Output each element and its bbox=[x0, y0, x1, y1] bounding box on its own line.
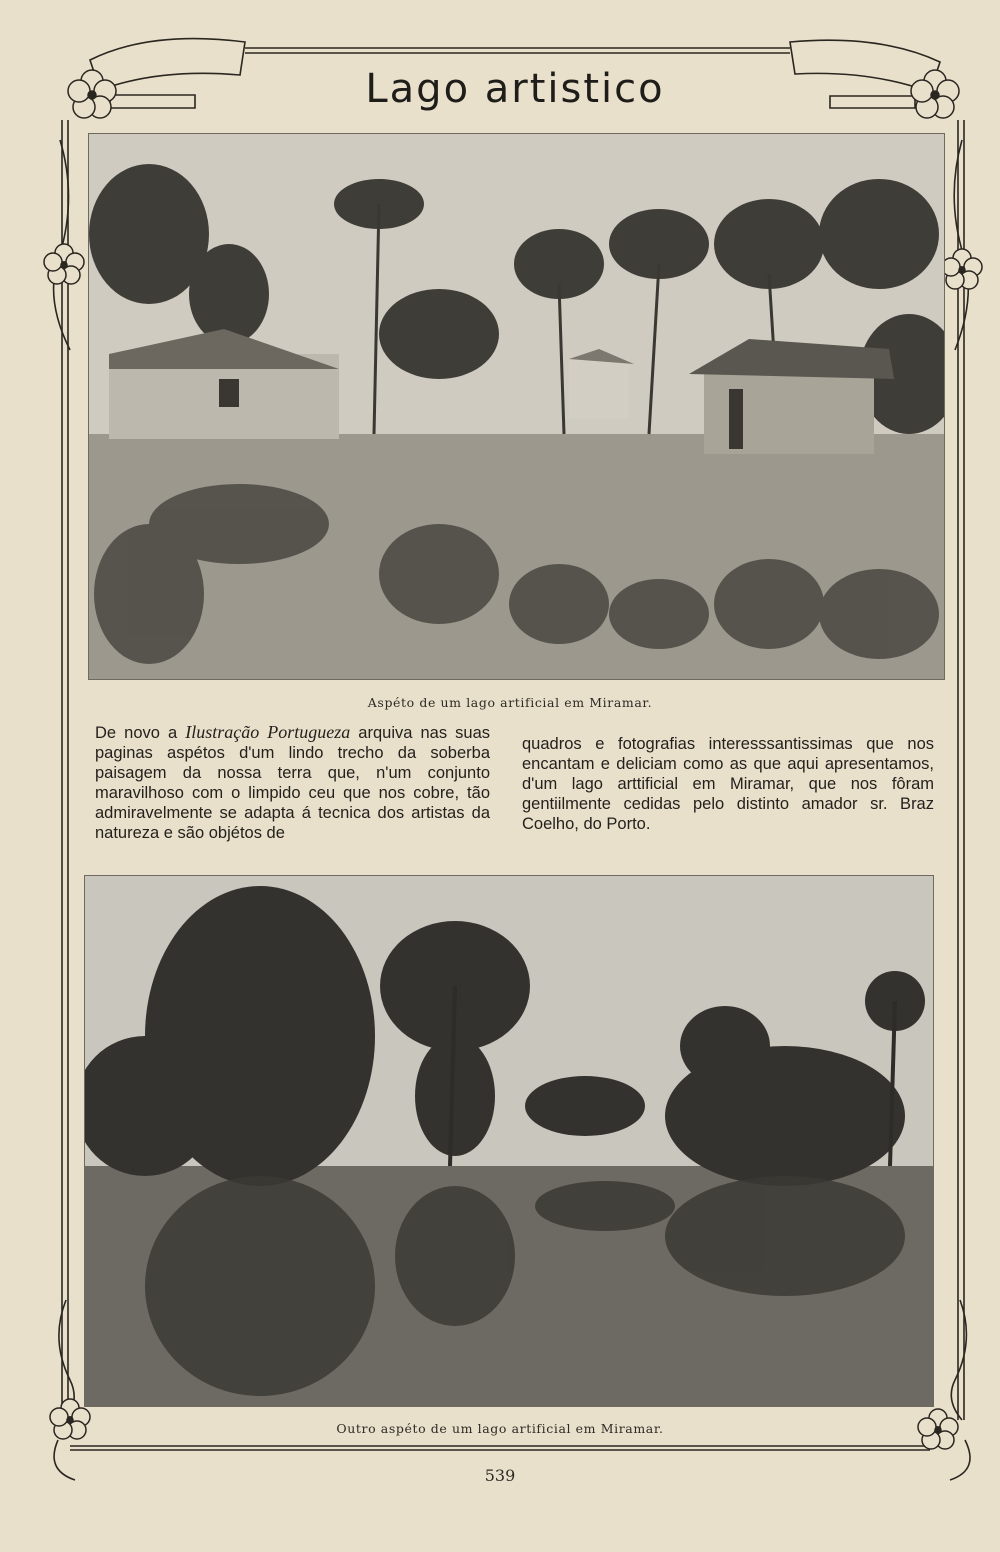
page-title: Lago artistico bbox=[365, 66, 665, 112]
lake-photo-bottom bbox=[84, 875, 934, 1407]
photo-caption-bottom: Outro aspéto de um lago artificial em Miramar. bbox=[336, 1421, 664, 1436]
article-text-intro: De novo a bbox=[95, 724, 186, 742]
article-text-left: arquiva nas suas paginas aspétos d'um lindo trecho da soberba paisagem da nossa terra que, n'um conjunto maravilhoso com o limpido ceu que nos cobre, tão admiravelmente se adapta á tecnica dos artistas da natureza e são objétos de bbox=[95, 724, 490, 842]
magazine-name: Ilustração Portugueza bbox=[185, 722, 351, 742]
article-column-right: quadros e fotografias interesssantissimas que nos encantam e deliciam como as que aqui apresentamos, d'um lago arttificial em Miramar, que nos fôram gentiilmente cedidas pelo distinto amador sr. Braz Coelho, do Porto. bbox=[522, 735, 934, 833]
photo-caption-top: Aspéto de um lago artificial em Miramar. bbox=[367, 695, 653, 710]
page-number: 539 bbox=[484, 1466, 516, 1485]
lake-photo-top bbox=[88, 133, 945, 680]
article-column-left bbox=[95, 722, 490, 843]
